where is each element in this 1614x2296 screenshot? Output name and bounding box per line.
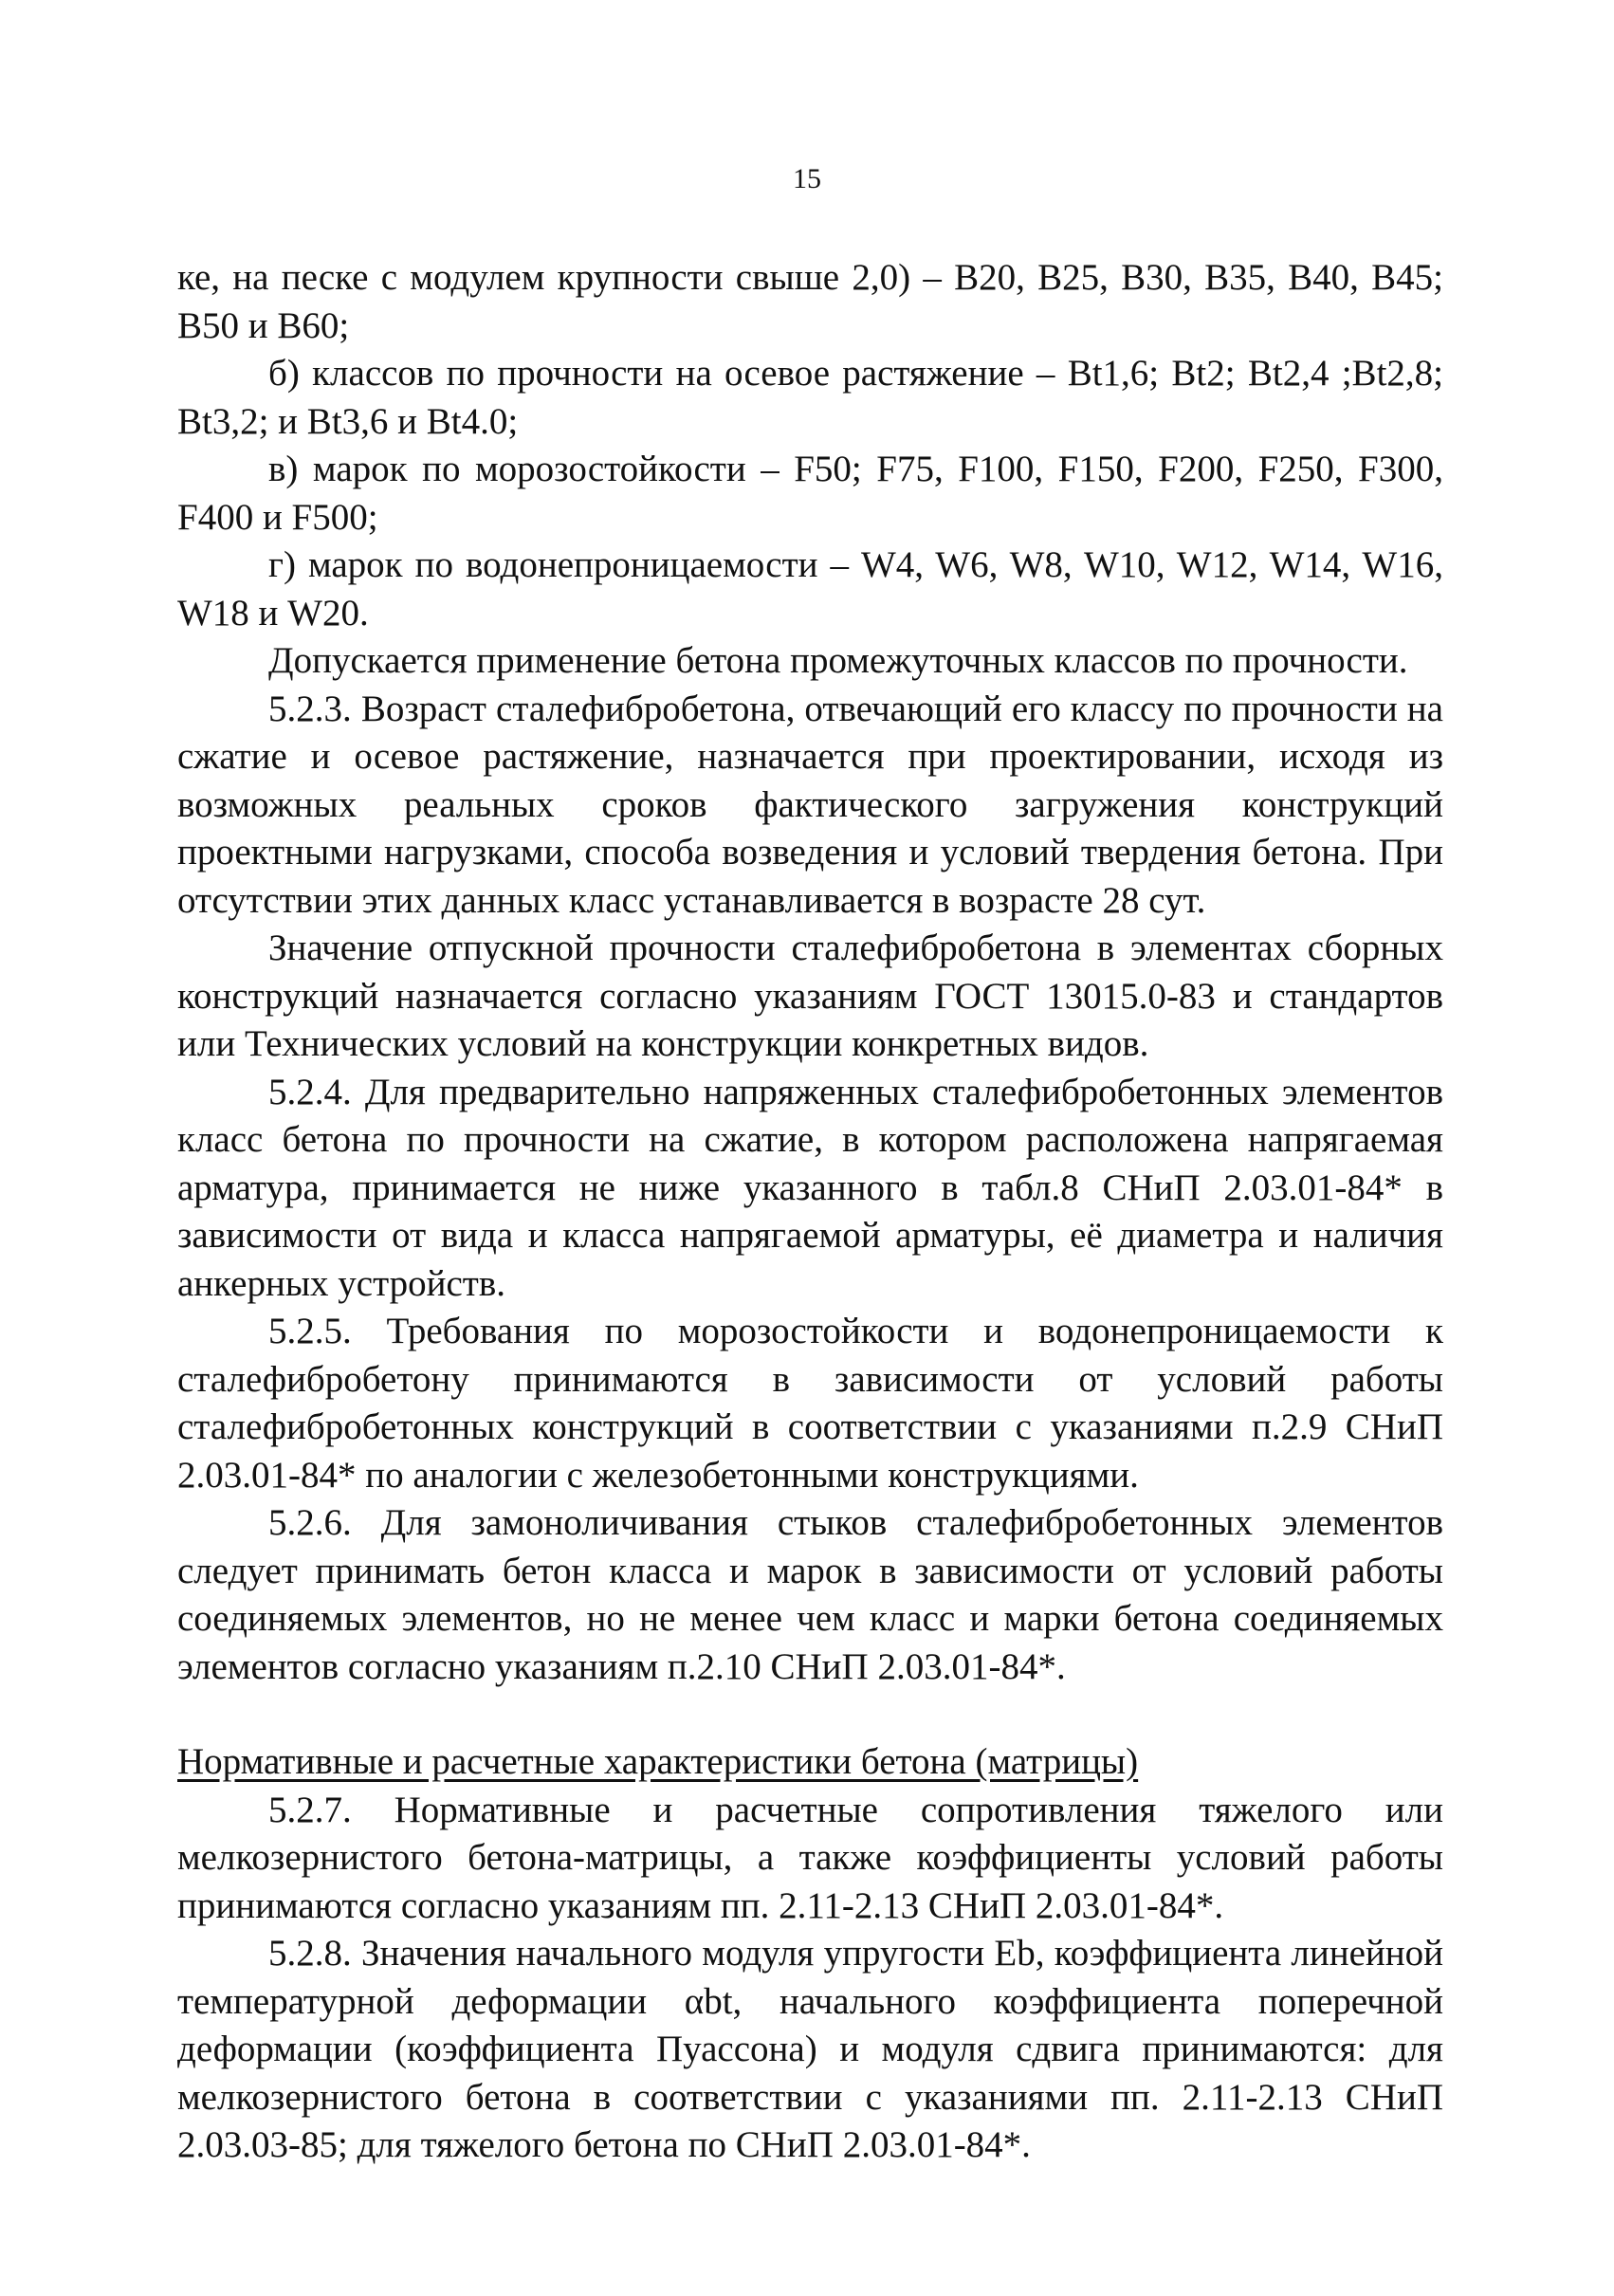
page-number: 15	[793, 163, 821, 194]
document-body	[177, 254, 1443, 2170]
paragraph-5-2-4: 5.2.4. Для предварительно напряженных сталефибробетонных элементов класс бетона по прочности на сжатие, в котором расположена напрягаемая арматура, принимается не ниже указанного в табл.8 СНиП 2.03.01-84* в зависимости от вида и класса напрягаемой арматуры, её диаметра и наличия анкерных устройств.	[177, 1071, 1443, 1304]
paragraph-5-2-7: 5.2.7. Нормативные и расчетные сопротивления тяжелого или мелкозернистого бетона-матрицы, а также коэффициенты условий работы принимаются согласно указаниям пп. 2.11-2.13 СНиП 2.03.01-84*.	[177, 1789, 1443, 1926]
paragraph-5-2-8: 5.2.8. Значения начального модуля упругости Eb, коэффициента линейной температурной деформации αbt, начального коэффициента поперечной деформации (коэффициента Пуассона) и модуля сдвига принимаются: для мелкозернистого бетона в соответствии с указаниями пп. 2.11-2.13 СНиП 2.03.03-85; для тяжелого бетона по СНиП 2.03.01-84*.	[177, 1933, 1443, 2165]
paragraph-5-2-3: 5.2.3. Возраст сталефибробетона, отвечающий его классу по прочности на сжатие и осевое растяжение, назначается при проектировании, исходя из возможных реальных сроков фактического загружения конструкций проектными нагрузками, способа возведения и условий твердения бетона. При отсутствии этих данных класс устанавливается в возрасте 28 сут.	[177, 688, 1443, 921]
section-spacer	[177, 1691, 1443, 1738]
paragraph-5-2-6: 5.2.6. Для замоноличивания стыков сталефибробетонных элементов следует принимать бетон класса и марок в зависимости от условий работы соединяемых элементов, но не менее чем класс и марки бетона соединяемых элементов согласно указаниям п.2.10 СНиП 2.03.01-84*.	[177, 1502, 1443, 1687]
paragraph-concrete-classes-continued: ке, на песке с модулем крупности свыше 2,0) – В20, В25, В30, В35, В40, В45; В50 и В60;	[177, 257, 1443, 346]
paragraph-release-strength: Значение отпускной прочности сталефибробетона в элементах сборных конструкций назначается согласно указаниям ГОСТ 13015.0-83 и стандартов или Технических условий на конструкции конкретных видов.	[177, 928, 1443, 1064]
paragraph-item-g-water-grades: г) марок по водонепроницаемости – W4, W6, W8, W10, W12, W14, W16, W18 и W20.	[177, 544, 1443, 634]
paragraph-item-b-tensile-classes: б) классов по прочности на осевое растяжение – Bt1,6; Bt2; Bt2,4 ;Bt2,8; Bt3,2; и Bt3,6 и Bt4.0;	[177, 353, 1443, 442]
paragraph-intermediate-classes: Допускается применение бетона промежуточных классов по прочности.	[268, 640, 1408, 681]
paragraph-item-v-frost-grades: в) марок по морозостойкости – F50; F75, F100, F150, F200, F250, F300, F400 и F500;	[177, 449, 1443, 538]
paragraph-5-2-5: 5.2.5. Требования по морозостойкости и водонепроницаемости к сталефибробетону принимаются в зависимости от условий работы сталефибробетонных конструкций в соответствии с указаниями п.2.9 СНиП 2.03.01-84* по аналогии с железобетонными конструкциями.	[177, 1311, 1443, 1496]
section-heading: Нормативные и расчетные характеристики бетона (матрицы)	[177, 1741, 1139, 1782]
